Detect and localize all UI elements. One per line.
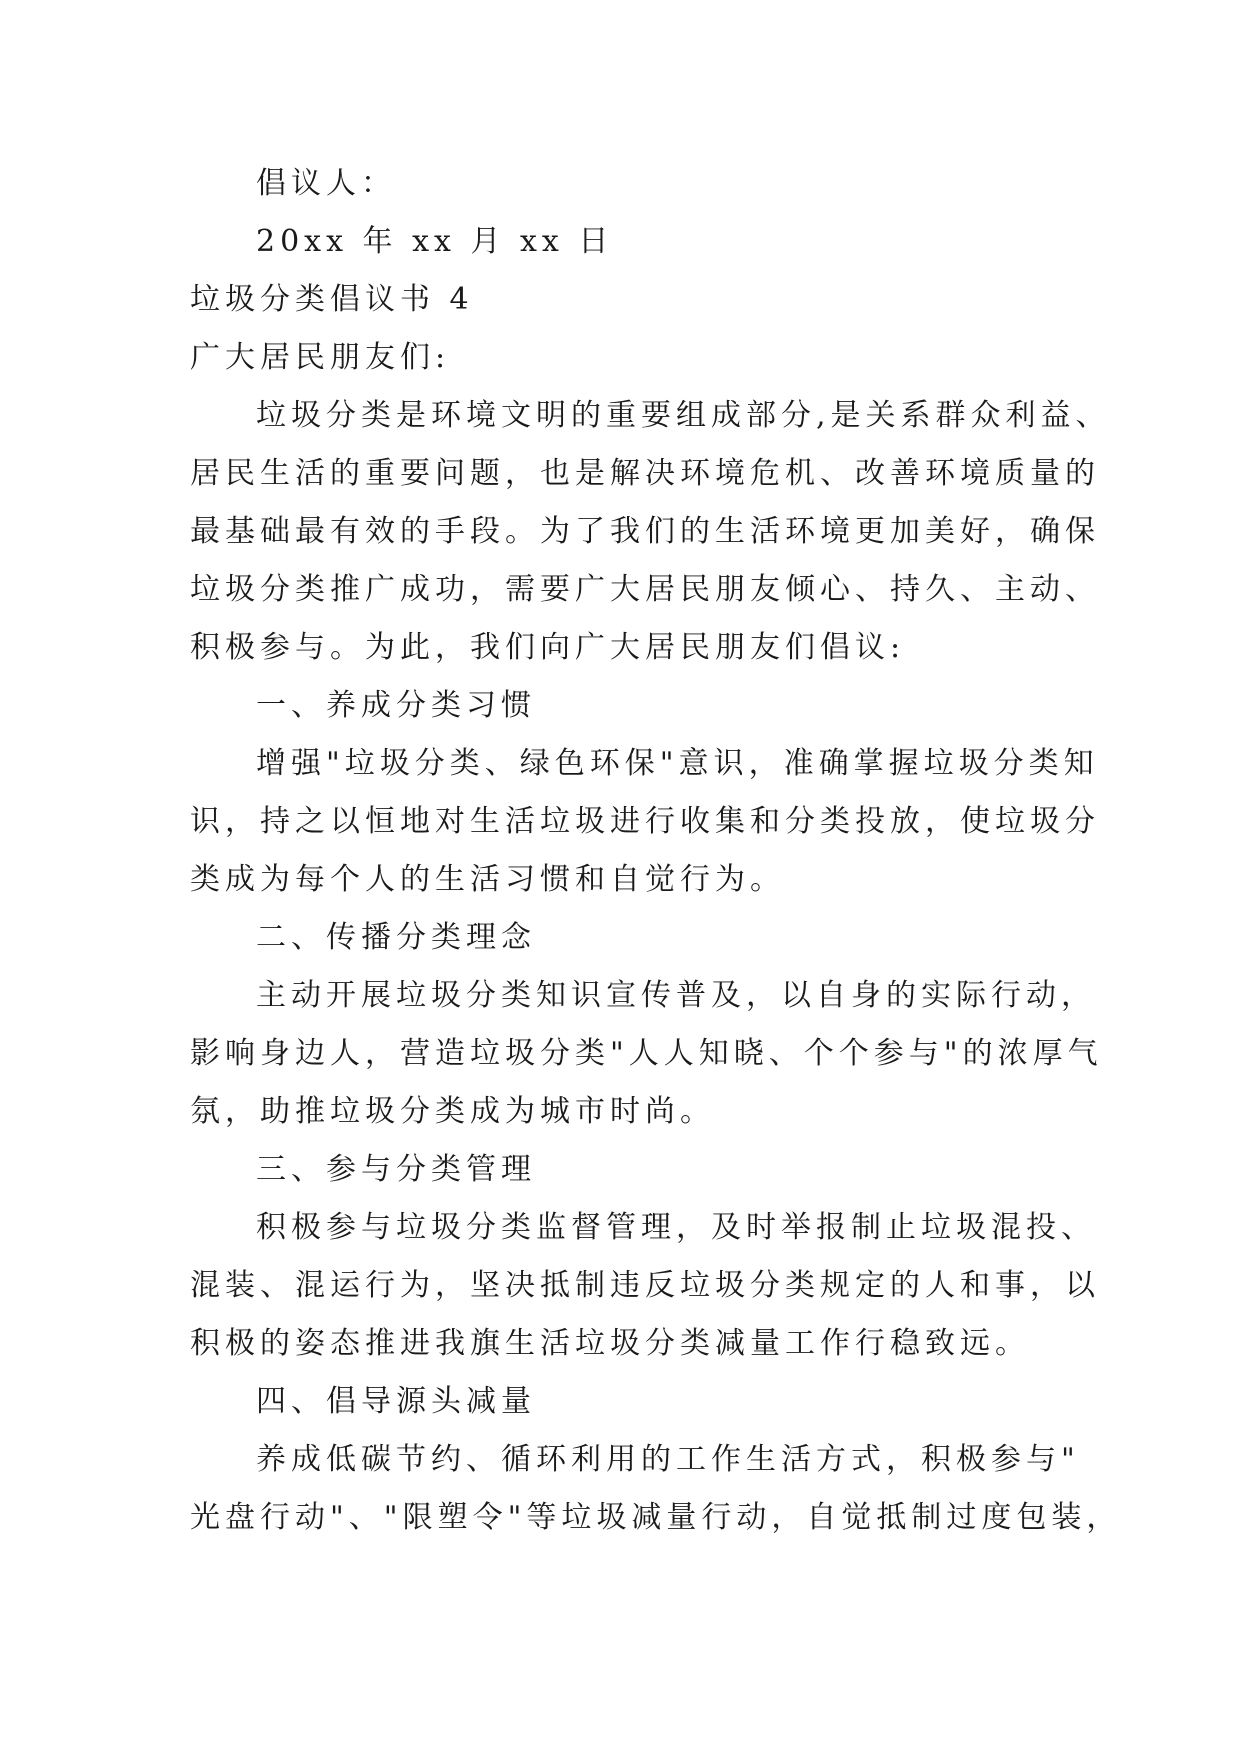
heading-1: 一、养成分类习惯 <box>256 688 536 723</box>
paragraph-line: 类成为每个人的生活习惯和自觉行为。 <box>190 862 785 897</box>
date-line: 20xx 年 xx 月 xx 日 <box>256 224 614 259</box>
heading-3: 三、参与分类管理 <box>256 1152 536 1187</box>
paragraph-line: 居民生活的重要问题，也是解决环境危机、改善环境质量的 <box>190 456 1100 491</box>
paragraph-line: 最基础最有效的手段。为了我们的生活环境更加美好，确保 <box>190 514 1100 549</box>
paragraph-line: 垃圾分类是环境文明的重要组成部分,是关系群众利益、 <box>256 398 1111 433</box>
paragraph-line: 积极的姿态推进我旗生活垃圾分类减量工作行稳致远。 <box>190 1326 1030 1361</box>
paragraph-line: 识，持之以恒地对生活垃圾进行收集和分类投放，使垃圾分 <box>190 804 1100 839</box>
paragraph-line: 影响身边人，营造垃圾分类"人人知晓、个个参与"的浓厚气 <box>190 1036 1103 1071</box>
paragraph-line: 氛，助推垃圾分类成为城市时尚。 <box>190 1094 715 1129</box>
paragraph-line: 增强"垃圾分类、绿色环保"意识，准确掌握垃圾分类知 <box>256 746 1099 781</box>
paragraph-line: 养成低碳节约、循环利用的工作生活方式，积极参与" <box>256 1442 1080 1477</box>
heading-2: 二、传播分类理念 <box>256 920 536 955</box>
paragraph-line: 积极参与垃圾分类监督管理，及时举报制止垃圾混投、 <box>256 1210 1096 1245</box>
paragraph-line: 积极参与。为此，我们向广大居民朋友们倡议: <box>190 630 906 665</box>
paragraph-line: 混装、混运行为，坚决抵制违反垃圾分类规定的人和事，以 <box>190 1268 1100 1303</box>
paragraph-line: 垃圾分类推广成功，需要广大居民朋友倾心、持久、主动、 <box>190 572 1100 607</box>
section-title: 垃圾分类倡议书 4 <box>190 282 474 317</box>
signatory-label: 倡议人： <box>256 166 396 201</box>
salutation: 广大居民朋友们: <box>190 340 451 375</box>
heading-4: 四、倡导源头减量 <box>256 1384 536 1419</box>
paragraph-line: 主动开展垃圾分类知识宣传普及，以自身的实际行动， <box>256 978 1096 1013</box>
paragraph-line: 光盘行动"、"限塑令"等垃圾减量行动，自觉抵制过度包装， <box>190 1500 1122 1535</box>
